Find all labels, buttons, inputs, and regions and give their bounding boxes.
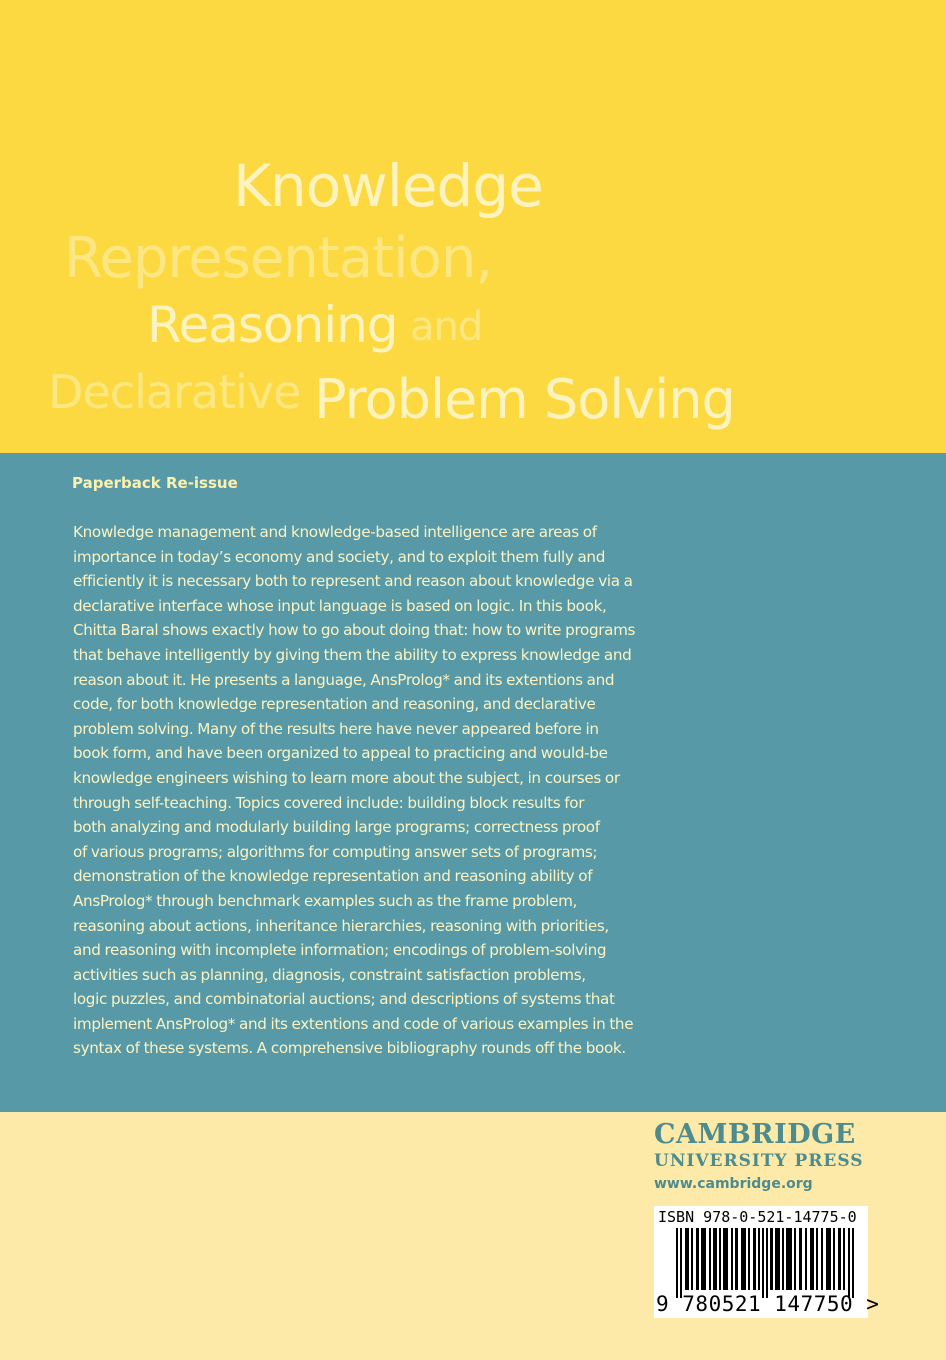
title-problem-solving: Problem Solving: [314, 368, 735, 431]
description-line: problem solving. Many of the results here have never appeared before in: [73, 719, 599, 738]
book-description: [73, 520, 673, 1061]
description-line: and reasoning with incomplete information; encodings of problem-solving: [73, 941, 607, 960]
title-and: and: [410, 304, 483, 350]
description-line: activities such as planning, diagnosis, constraint satisfaction problems,: [73, 965, 586, 984]
description-line: efficiently it is necessary both to represent and reason about knowledge via a: [73, 572, 633, 591]
description-line: AnsProlog* through benchmark examples such as the frame problem,: [73, 891, 578, 910]
description-line: Chitta Baral shows exactly how to go about doing that: how to write programs: [73, 621, 636, 640]
publisher-url: www.cambridge.org: [654, 1176, 813, 1192]
description-line: implement AnsProlog* and its extentions and code of various examples in the: [73, 1014, 634, 1033]
ean-digits: 9 780521 147750 >: [656, 1292, 880, 1316]
description-line: that behave intelligently by giving them the ability to express knowledge and: [73, 645, 632, 664]
title-declarative: Declarative: [48, 365, 301, 419]
barcode-icon: [676, 1228, 856, 1298]
description-line: logic puzzles, and combinatorial auctions; and descriptions of systems that: [73, 990, 615, 1009]
title-reasoning: Reasoning: [147, 296, 398, 354]
description-line: both analyzing and modularly building large programs; correctness proof: [73, 818, 600, 837]
edition-label: Paperback Re-issue: [72, 474, 238, 492]
description-line: reasoning about actions, inheritance hierarchies, reasoning with priorities,: [73, 916, 609, 935]
description-line: code, for both knowledge representation and reasoning, and declarative: [73, 695, 596, 714]
description-line: importance in today’s economy and society, and to exploit them fully and: [73, 547, 605, 566]
isbn-label: ISBN 978-0-521-14775-0: [658, 1208, 857, 1226]
description-line: Knowledge management and knowledge-based intelligence are areas of: [73, 523, 597, 541]
publisher-name: CAMBRIDGE: [654, 1119, 856, 1150]
isbn-barcode: [654, 1206, 880, 1318]
description-line: reason about it. He presents a language, AnsProlog* and its extentions and: [73, 670, 615, 689]
title-band: [0, 0, 946, 453]
title-knowledge: Knowledge: [233, 152, 543, 220]
description-line: knowledge engineers wishing to learn more about the subject, in courses or: [73, 768, 620, 787]
description-line: demonstration of the knowledge representation and reasoning ability of: [73, 867, 593, 886]
publisher-subname: UNIVERSITY PRESS: [654, 1151, 864, 1171]
title-representation: Representation,: [64, 226, 493, 291]
description-line: book form, and have been organized to appeal to practicing and would-be: [73, 744, 608, 763]
description-line: of various programs; algorithms for computing answer sets of programs;: [73, 842, 598, 861]
description-line: syntax of these systems. A comprehensive bibliography rounds off the book.: [73, 1039, 626, 1058]
description-line: declarative interface whose input language is based on logic. In this book,: [73, 596, 607, 615]
description-line: through self-teaching. Topics covered include: building block results for: [73, 793, 585, 812]
publisher-logo: [654, 1120, 864, 1192]
